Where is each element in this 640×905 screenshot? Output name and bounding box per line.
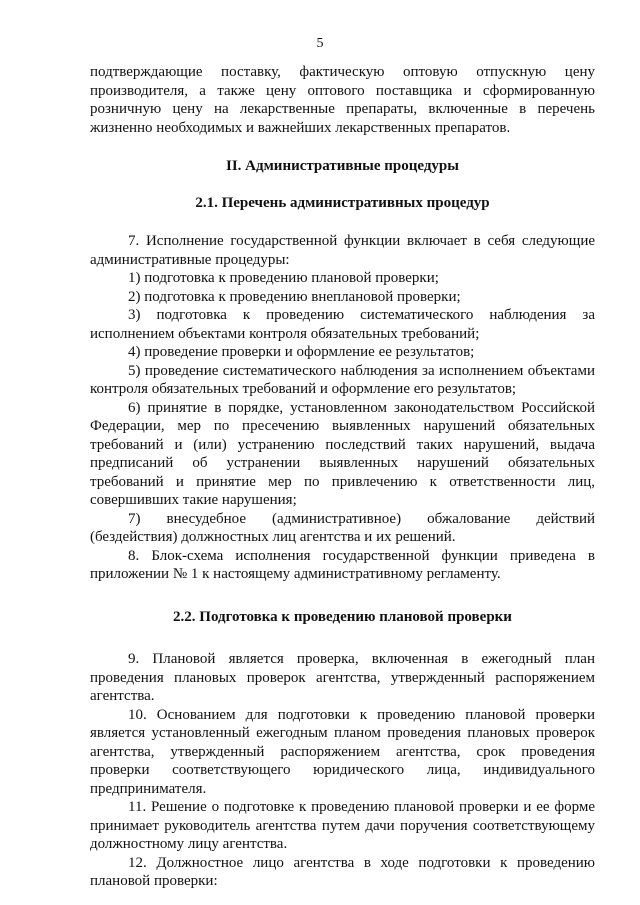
list-item: 6) принятие в порядке, установленном законодательством Российской Федерации, мер по пресечению выявленных нарушений обязательных требований и (или) устранению последствий таких нарушений, выдача предписаний об устранении выявленных нарушений обязательных требований и принятие мер по привлечению к ответственности лиц, совершивших такие нарушения; [90, 399, 595, 508]
section-title: II. Административные процедуры [225, 158, 459, 174]
list-item: 3) подготовка к проведению систематического наблюдения за исполнением объектами контроля обязательных требований; [90, 307, 595, 342]
list-item: 5) проведение систематического наблюдения за исполнением объектами контроля обязательных требований и оформление его результатов; [90, 362, 595, 397]
paragraph-item-9: 9. Плановой является проверка, включенная в ежегодный план проведения плановых проверок агентства, утвержденный распоряжением агентства. [90, 651, 595, 704]
intro-paragraph: подтверждающие поставку, фактическую оптовую отпускную цену производителя, а также цену оптового поставщика и сформированную розничную цену на лекарственные препараты, включенные в перечень жизненно необходимых и важнейших лекарственных препаратов. [90, 64, 595, 136]
paragraph-item-8: 8. Блок-схема исполнения государственной функции приведена в приложении № 1 к настоящему административному регламенту. [90, 547, 595, 582]
paragraph-item-12: 12. Должностное лицо агентства в ходе подготовки к проведению плановой проверки: [90, 854, 595, 889]
list-item: 1) подготовка к проведению плановой проверки; [128, 270, 439, 286]
paragraph-item-10: 10. Основанием для подготовки к проведению плановой проверки является установленный ежегодным планом проведения плановых проверок агентства, утвержденный распоряжением агентства, срок проведения проверки соответствующего юридического лица, индивидуального предпринимателя. [90, 706, 595, 797]
paragraph-item-7: 7. Исполнение государственной функции включает в себя следующие административные процедуры: [90, 233, 595, 268]
page-number: 5 [316, 36, 324, 51]
list-item: 2) подготовка к проведению внеплановой проверки; [128, 288, 461, 305]
list-item: 4) проведение проверки и оформление ее результатов; [128, 344, 475, 360]
subsection-title-2-1: 2.1. Перечень административных процедур [195, 194, 490, 211]
subsection-title-2-2: 2.2. Подготовка к проведению плановой проверки [173, 608, 512, 625]
paragraph-item-11: 11. Решение о подготовке к проведению плановой проверки и ее форме принимает руководитель агентства путем дачи поручения соответствующему должностному лицу агентства. [90, 799, 595, 852]
list-item: 7) внесудебное (административное) обжалование действий (бездействия) должностных лиц агентства и их решений. [90, 510, 595, 545]
document-body [90, 63, 595, 891]
